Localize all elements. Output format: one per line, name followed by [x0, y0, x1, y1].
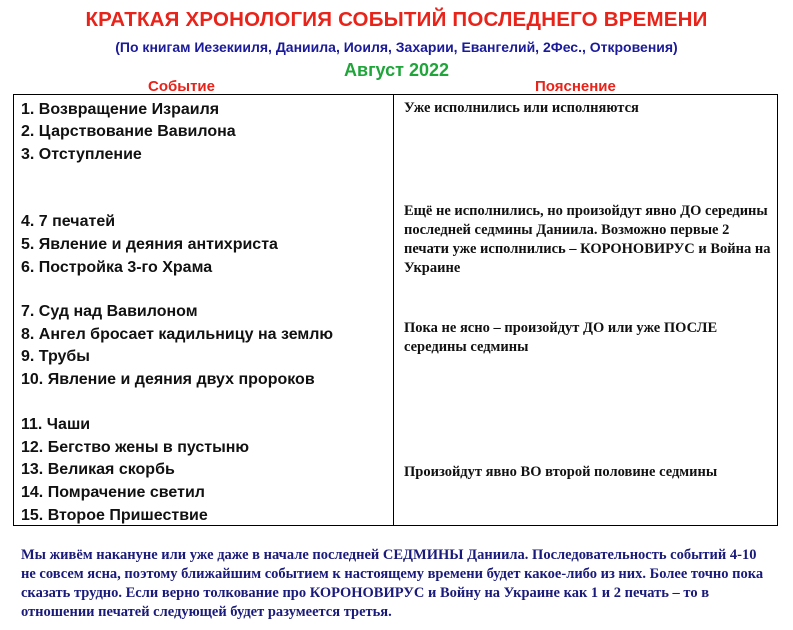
column-header-note: Пояснение [535, 78, 616, 95]
event-item: 5. Явление и деяния антихриста [21, 236, 278, 253]
event-item: 1. Возвращение Израиля [21, 101, 220, 118]
event-item: 8. Ангел бросает кадильницу на землю [21, 326, 334, 343]
event-item: 3. Отступление [21, 146, 142, 163]
event-item: 2. Царствование Вавилона [21, 123, 236, 140]
page-title: КРАТКАЯ ХРОНОЛОГИЯ СОБЫТИЙ ПОСЛЕДНЕГО ВРЕМЕНИ [85, 8, 708, 31]
event-item: 10. Явление и деяния двух пророков [21, 371, 315, 388]
document-date: Август 2022 [344, 60, 449, 80]
note-item: Произойдут явно ВО второй половине седмины [404, 464, 718, 480]
event-item: 6. Постройка 3-го Храма [21, 259, 213, 276]
note-item: Уже исполнились или исполняются [404, 100, 639, 116]
event-item: 14. Помрачение светил [21, 484, 205, 501]
event-item: 11. Чаши [21, 416, 91, 433]
page-subtitle: (По книгам Иезекииля, Даниила, Иоиля, Захарии, Евангелий, 2Фес., Откровения) [115, 39, 678, 55]
note-item: Ещё не исполнились, но произойдут явно ДО середины последней седмины Даниила. Возможно первые 2 печати уже исполнились – КОРОНОВИРУС и Война на Украине [404, 203, 771, 276]
event-item: 7. Суд над Вавилоном [21, 303, 198, 320]
event-item: 12. Бегство жены в пустыню [21, 439, 250, 456]
event-item: 13. Великая скорбь [21, 461, 175, 478]
note-item: Пока не ясно – произойдут ДО или уже ПОСЛЕ середины седмины [404, 320, 718, 355]
event-item: 4. 7 печатей [21, 213, 116, 230]
table-column-divider [393, 94, 394, 526]
event-item: 15. Второе Пришествие [21, 507, 208, 524]
column-header-event: Событие [148, 78, 215, 95]
footer-paragraph: Мы живём накануне или уже даже в начале последней СЕДМИНЫ Даниила. Последовательность событий 4-10 не совсем ясна, поэтому ближайшим событием к настоящему времени будет какое-либо из них. Более точно пока сказать трудно. Если верно толкование про КОРОНОВИРУС и Войну на Украине как 1 и 2 печать – то в отношении печатей следующей будет разумеется третья. [21, 547, 764, 620]
event-item: 9. Трубы [21, 348, 90, 365]
